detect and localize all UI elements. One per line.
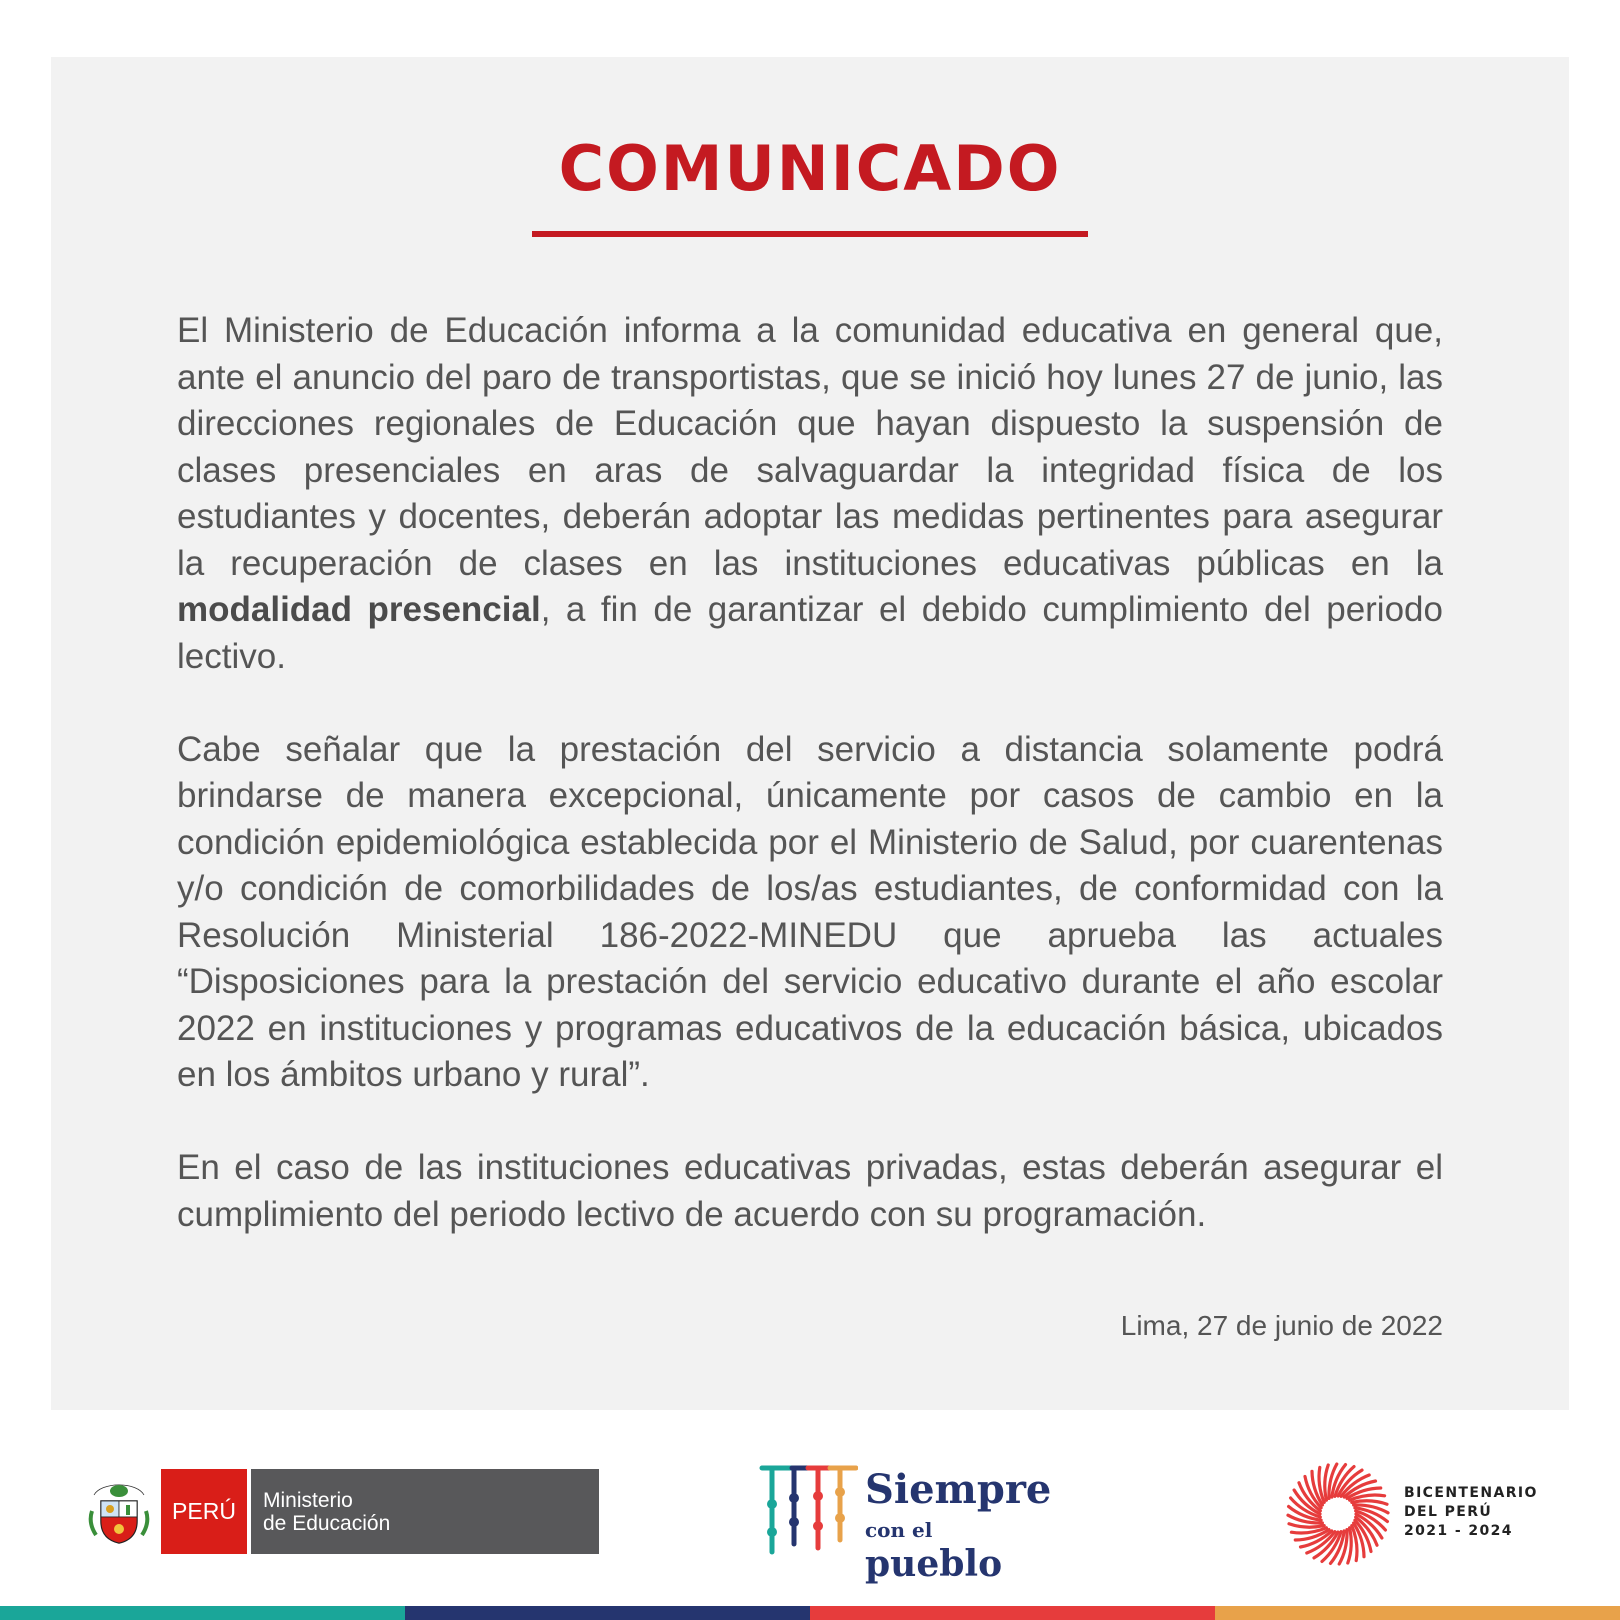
bicentenario-line-2: DEL PERÚ [1404,1504,1493,1520]
sunburst-icon [1286,1462,1390,1566]
stripe-red [810,1606,1215,1620]
page-title: COMUNICADO [558,132,1062,205]
bicentenario-line-3: 2021 - 2024 [1404,1523,1513,1539]
knotted-threads-icon [758,1460,858,1560]
ministry-name [251,1469,599,1554]
paragraph-1-end: , a fin de garantizar el debido cumplimiento del periodo lectivo. [177,590,1443,676]
minedu-logo [86,1469,599,1554]
peru-label: PERÚ [161,1469,247,1554]
siempre-line-1: Siempre [865,1466,1052,1513]
siempre-con-el-pueblo-logo [758,1460,1052,1585]
siempre-line-2 [865,1512,1051,1585]
communique-body [177,308,1443,1285]
paragraph-1 [177,308,1443,680]
siempre-line-2-big: pueblo [865,1543,1003,1585]
bicentenario-wordmark [1404,1484,1538,1541]
stripe-orange [1215,1606,1620,1620]
paragraph-1-emphasis: modalidad presencial [177,590,541,629]
paragraph-3: En el caso de las instituciones educativas privadas, estas deberán asegurar el cumplimiento del periodo lectivo de acuerdo con su programación. [177,1148,1443,1234]
bicentenario-line-1: BICENTENARIO [1404,1485,1538,1501]
paragraph-2: Cabe señalar que la prestación del servicio a distancia solamente podrá brindarse de manera excepcional, únicamente por casos de cambio en la condición epidemiológica establecida por el Ministerio de Salud, por cuarentenas y/o condición de comorbilidades de los/as estudiantes, de conformidad con la Resolución Ministerial 186-2022-MINEDU que aprueba las actuales “Disposiciones para la prestación del servicio educativo durante el año escolar 2022 en instituciones y programas educativos de la educación básica, ubicados en los ámbitos urbano y rural”. [177,729,1443,1094]
stripe-teal [0,1606,405,1620]
date-line: Lima, 27 de junio de 2022 [1120,1310,1443,1341]
siempre-line-2-small: con el [865,1518,933,1542]
stripe-navy [405,1606,810,1620]
ministry-line-2: de Educación [263,1511,391,1535]
siempre-wordmark [865,1468,1051,1585]
paragraph-1-start: El Ministerio de Educación informa a la comunidad educativa en general que, ante el anuncio del paro de transportistas, que se inició hoy lunes 27 de junio, las direcciones regionales de Educación que hayan dispuesto la suspensión de clases presenciales en aras de salvaguardar la integridad física de los estudiantes y docentes, deberán adoptar las medidas pertinentes para asegurar la recuperación de clases en las instituciones educativas públicas en la [177,311,1443,583]
ministry-line-1: Ministerio [263,1488,353,1512]
title-underline [532,231,1088,237]
coat-of-arms-icon [86,1477,152,1547]
bicentenario-logo [1286,1462,1586,1562]
